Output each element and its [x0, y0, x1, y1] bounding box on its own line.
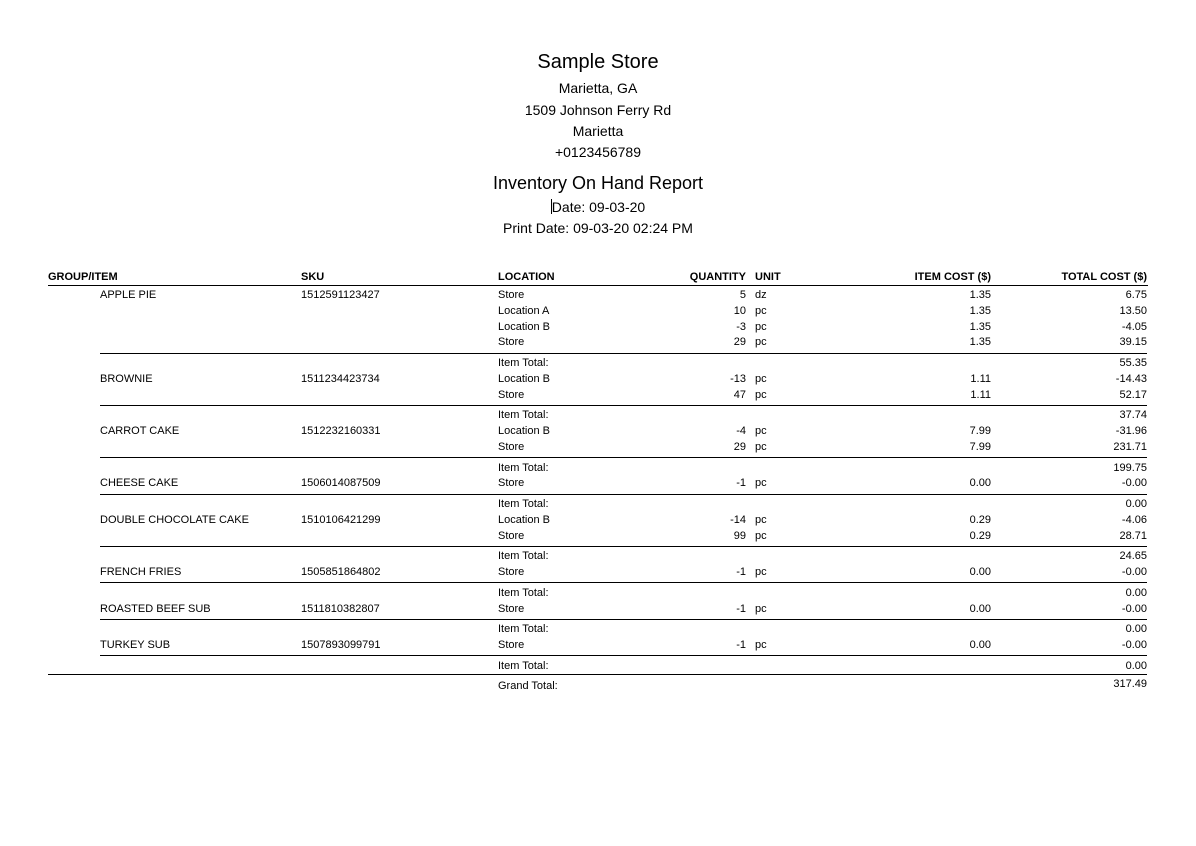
- item-total-label: Item Total:: [498, 409, 549, 422]
- row-location: Store: [498, 602, 525, 615]
- item-total-label: Item Total:: [498, 659, 549, 672]
- item-divider: [100, 494, 1147, 495]
- item-sku: 1511234423734: [301, 372, 380, 385]
- row-total-cost: -0.00: [1121, 477, 1147, 490]
- row-quantity: 10: [733, 304, 746, 317]
- item-name: ROASTED BEEF SUB: [100, 602, 211, 615]
- item-total-label: Item Total:: [498, 461, 549, 474]
- row-total-cost: 28.71: [1119, 529, 1147, 542]
- row-location: Location B: [498, 425, 550, 437]
- store-city: Marietta: [572, 123, 624, 139]
- item-total-value: 37.74: [1119, 409, 1147, 422]
- row-quantity: -13: [730, 372, 746, 385]
- store-street: 1509 Johnson Ferry Rd: [524, 102, 672, 118]
- row-total-cost: -0.00: [1121, 566, 1147, 578]
- row-location: Store: [498, 336, 525, 349]
- row-quantity: -1: [736, 602, 746, 615]
- row-location: Store: [498, 388, 525, 401]
- row-location: Store: [498, 639, 525, 651]
- item-name: DOUBLE CHOCOLATE CAKE: [100, 513, 249, 526]
- row-location: Location B: [498, 372, 550, 385]
- grand-total-label: Grand Total:: [498, 679, 558, 692]
- row-unit: pc: [755, 639, 767, 651]
- row-location: Location A: [498, 304, 550, 317]
- item-total-value: 0.00: [1125, 659, 1147, 672]
- store-phone: +0123456789: [554, 144, 642, 160]
- row-total-cost: -0.00: [1121, 602, 1147, 615]
- row-quantity: 29: [733, 440, 746, 453]
- row-unit: pc: [755, 440, 767, 453]
- row-item-cost: 1.11: [970, 372, 991, 385]
- row-unit: pc: [755, 602, 767, 615]
- row-item-cost: 7.99: [969, 440, 991, 453]
- item-divider: [100, 619, 1147, 620]
- col-header-group-item: GROUP/ITEM: [48, 271, 118, 283]
- row-quantity: -3: [736, 320, 746, 333]
- row-location: Store: [498, 566, 525, 578]
- store-name: Sample Store: [537, 51, 659, 73]
- row-unit: pc: [755, 566, 767, 578]
- store-city-state: Marietta, GA: [558, 80, 638, 96]
- row-item-cost: 0.29: [969, 529, 991, 542]
- row-item-cost: 0.29: [969, 513, 991, 526]
- item-name: BROWNIE: [100, 372, 153, 385]
- col-header-quantity: QUANTITY: [689, 271, 746, 283]
- item-total-label: Item Total:: [498, 586, 549, 599]
- row-location: Location B: [498, 513, 550, 526]
- item-divider: [100, 405, 1147, 406]
- item-total-label: Item Total:: [498, 550, 549, 563]
- row-unit: pc: [755, 372, 767, 385]
- row-total-cost: -14.43: [1115, 372, 1147, 385]
- item-divider: [100, 353, 1147, 354]
- row-item-cost: 0.00: [969, 639, 991, 651]
- row-unit: pc: [755, 304, 767, 317]
- item-sku: 1512232160331: [301, 425, 381, 437]
- item-divider: [100, 582, 1147, 583]
- item-name: TURKEY SUB: [100, 639, 171, 651]
- row-item-cost: 1.35: [969, 289, 991, 301]
- item-divider: [100, 546, 1147, 547]
- item-total-value: 199.75: [1113, 461, 1147, 474]
- row-item-cost: 0.00: [969, 602, 991, 615]
- row-unit: pc: [755, 425, 767, 437]
- col-header-unit: UNIT: [755, 271, 781, 283]
- row-quantity: -1: [736, 639, 746, 651]
- item-sku: 1507893099791: [301, 639, 381, 651]
- item-total-label: Item Total:: [498, 357, 549, 369]
- row-unit: pc: [755, 513, 767, 526]
- item-name: CHEESE CAKE: [100, 477, 179, 490]
- report-date: Date: 09-03-20: [551, 199, 646, 215]
- row-item-cost: 1.11: [970, 388, 991, 401]
- col-header-location: LOCATION: [498, 271, 555, 283]
- item-total-label: Item Total:: [498, 498, 549, 510]
- grand-total-divider: [48, 674, 1147, 675]
- row-quantity: 99: [733, 529, 746, 542]
- row-quantity: -1: [736, 477, 746, 490]
- row-quantity: 5: [739, 289, 746, 301]
- row-quantity: -4: [736, 425, 746, 437]
- row-total-cost: -0.00: [1121, 639, 1147, 651]
- print-date: Print Date: 09-03-20 02:24 PM: [503, 220, 693, 236]
- item-sku: 1511810382807: [301, 602, 380, 615]
- item-name: FRENCH FRIES: [100, 566, 182, 578]
- row-unit: pc: [755, 336, 767, 349]
- col-header-total-cost: TOTAL COST ($): [1061, 271, 1147, 283]
- row-location: Location B: [498, 320, 550, 333]
- row-total-cost: -31.96: [1115, 425, 1147, 437]
- row-total-cost: 6.75: [1125, 289, 1147, 301]
- row-item-cost: 1.35: [969, 320, 991, 333]
- item-total-value: 0.00: [1125, 623, 1147, 636]
- item-divider: [100, 655, 1147, 656]
- item-sku: 1510106421299: [301, 513, 381, 526]
- row-unit: pc: [755, 529, 767, 542]
- row-total-cost: 39.15: [1119, 336, 1147, 349]
- item-total-value: 0.00: [1125, 586, 1147, 599]
- item-sku: 1506014087509: [301, 477, 381, 490]
- row-unit: dz: [755, 289, 767, 301]
- report-title: Inventory On Hand Report: [492, 173, 704, 193]
- row-total-cost: -4.05: [1121, 320, 1147, 333]
- item-total-value: 0.00: [1125, 498, 1147, 510]
- row-location: Store: [498, 289, 525, 301]
- row-item-cost: 0.00: [969, 566, 991, 578]
- item-total-label: Item Total:: [498, 623, 549, 636]
- row-unit: pc: [755, 477, 767, 490]
- header-divider: [48, 285, 1148, 286]
- item-total-value: 55.35: [1119, 357, 1147, 369]
- col-header-item-cost: ITEM COST ($): [914, 271, 991, 283]
- item-total-value: 24.65: [1119, 550, 1147, 563]
- item-sku: 1512591123427: [301, 289, 380, 301]
- item-name: APPLE PIE: [100, 289, 157, 301]
- row-unit: pc: [755, 320, 767, 333]
- row-item-cost: 0.00: [969, 477, 991, 490]
- row-total-cost: 13.50: [1119, 304, 1147, 317]
- row-total-cost: 231.71: [1113, 440, 1147, 453]
- grand-total-value: 317.49: [1113, 677, 1147, 690]
- col-header-sku: SKU: [301, 271, 325, 283]
- row-location: Store: [498, 529, 525, 542]
- row-quantity: 29: [733, 336, 746, 349]
- row-quantity: -14: [730, 513, 746, 526]
- item-name: CARROT CAKE: [100, 425, 180, 437]
- row-item-cost: 7.99: [969, 425, 991, 437]
- row-item-cost: 1.35: [969, 336, 991, 349]
- row-location: Store: [498, 477, 525, 490]
- row-total-cost: 52.17: [1119, 388, 1147, 401]
- row-quantity: -1: [736, 566, 746, 578]
- row-total-cost: -4.06: [1121, 513, 1147, 526]
- item-divider: [100, 457, 1147, 458]
- row-unit: pc: [755, 388, 767, 401]
- row-item-cost: 1.35: [969, 304, 991, 317]
- item-sku: 1505851864802: [301, 566, 381, 578]
- row-location: Store: [498, 440, 525, 453]
- row-quantity: 47: [733, 388, 746, 401]
